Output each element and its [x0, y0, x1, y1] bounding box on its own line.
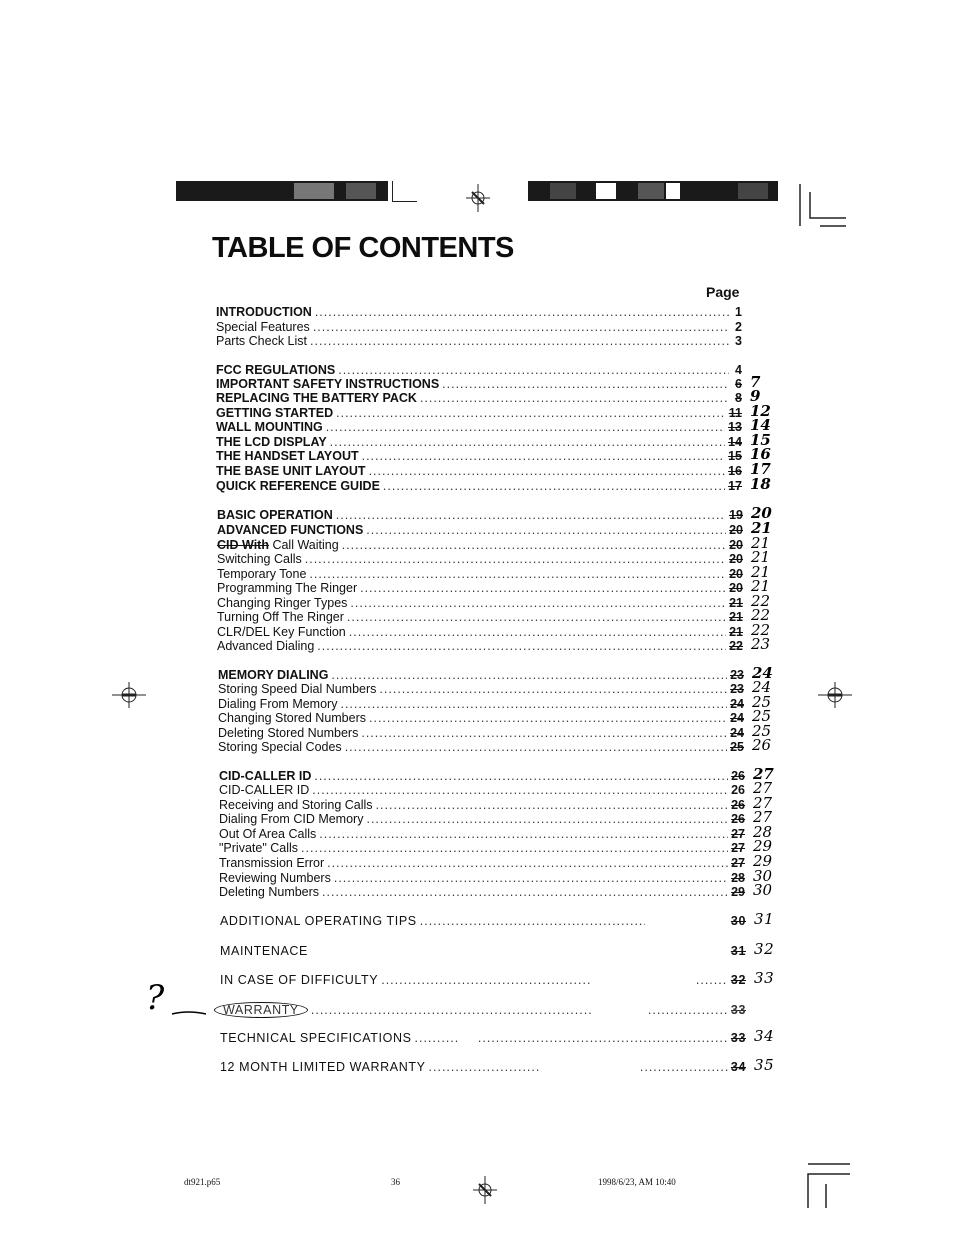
toc-page: 33 — [730, 1003, 746, 1017]
handwritten-page: 31 — [754, 910, 775, 928]
toc-label: 12 MONTH LIMITED WARRANTY — [220, 1060, 426, 1074]
handwritten-page: 35 — [754, 1056, 775, 1074]
handwritten-arrow-icon — [170, 1004, 210, 1020]
toc-entry — [218, 693, 772, 711]
toc-page: 27 — [731, 827, 745, 841]
footer-filename: dt921.p65 — [184, 1177, 221, 1187]
toc-entry — [216, 445, 771, 463]
handwritten-page: 17 — [750, 460, 771, 478]
toc-page: 20 — [729, 567, 743, 581]
toc-page: 3 — [735, 334, 742, 348]
toc-label: ADDITIONAL OPERATING TIPS — [220, 914, 417, 928]
handwritten-page: 25 — [752, 722, 772, 740]
toc-entry — [220, 1027, 775, 1045]
toc-page: 34 — [730, 1060, 746, 1074]
toc-entry — [219, 852, 773, 870]
toc-page: 11 — [728, 406, 742, 420]
toc-page: 30 — [730, 914, 746, 928]
registration-bar-right — [528, 181, 778, 201]
toc-label: Reviewing Numbers — [219, 871, 331, 885]
toc-page: 20 — [729, 581, 743, 595]
handwritten-page: 21 — [751, 519, 772, 537]
handwritten-page: 14 — [750, 416, 771, 434]
toc-entry — [220, 1056, 775, 1074]
toc-entry — [217, 519, 772, 537]
toc-page: 24 — [730, 726, 744, 740]
toc-label: Storing Speed Dial Numbers — [218, 682, 377, 696]
toc-entry — [217, 577, 771, 595]
toc-label: Parts Check List — [216, 334, 308, 348]
toc-label: Transmission Error — [219, 856, 325, 870]
toc-page: 20 — [729, 523, 743, 537]
page-title: TABLE OF CONTENTS — [212, 232, 514, 264]
toc-label: Programming The Ringer — [217, 581, 358, 595]
toc-page: 29 — [731, 885, 745, 899]
crop-mark-bottom-right-icon — [804, 1158, 854, 1210]
handwritten-question-mark: ? — [146, 978, 165, 1018]
handwritten-page: 27 — [753, 794, 773, 812]
registration-target-bottom-icon — [470, 1174, 500, 1206]
toc-entry — [216, 416, 771, 434]
toc-page: 32 — [730, 973, 746, 987]
registration-bar-left — [176, 181, 388, 201]
toc-label: MEMORY DIALING — [218, 668, 329, 682]
toc-entry — [216, 305, 742, 319]
toc-label: Receiving and Storing Calls — [219, 798, 373, 812]
handwritten-page: 21 — [751, 534, 771, 552]
toc-label: Storing Special Codes — [218, 740, 342, 754]
handwritten-page: 24 — [752, 664, 773, 682]
toc-entry — [217, 563, 771, 581]
toc-entry — [216, 363, 742, 377]
toc-label: Deleting Stored Numbers — [218, 726, 359, 740]
toc-page: 24 — [730, 711, 744, 725]
toc-label: TECHNICAL SPECIFICATIONS — [220, 1031, 412, 1045]
handwritten-page: 30 — [753, 881, 773, 899]
handwritten-page: 25 — [752, 707, 772, 725]
toc-label: ADVANCED FUNCTIONS — [217, 523, 364, 537]
handwritten-page: 33 — [754, 969, 775, 987]
handwritten-page: 24 — [752, 678, 772, 696]
toc-entry — [220, 969, 775, 987]
toc-entry — [217, 592, 771, 610]
toc-page: 27 — [731, 841, 745, 855]
toc-label: Dialing From Memory — [218, 697, 338, 711]
toc-entry — [218, 664, 773, 682]
toc-label: IN CASE OF DIFFICULTY — [220, 973, 379, 987]
toc-label: CID-CALLER ID — [219, 783, 310, 797]
registration-target-right-icon — [818, 680, 852, 710]
toc-label: THE HANDSET LAYOUT — [216, 449, 359, 463]
toc-page: 24 — [730, 697, 744, 711]
toc-page: 28 — [731, 871, 745, 885]
toc-label: MAINTENACE — [220, 944, 308, 958]
toc-entry — [217, 606, 771, 624]
toc-entry — [219, 823, 773, 841]
handwritten-page: 23 — [751, 635, 771, 653]
toc-label: Advanced Dialing — [217, 639, 315, 653]
toc-page: 26 — [731, 798, 745, 812]
toc-label: Temporary Tone — [217, 567, 307, 581]
toc-entry — [216, 387, 761, 405]
toc-label: WALL MOUNTING — [216, 420, 323, 434]
page-column-header: Page — [706, 284, 740, 300]
handwritten-page: 22 — [751, 606, 771, 624]
toc-page: 21 — [729, 610, 743, 624]
registration-tick — [392, 181, 417, 202]
toc-page: 23 — [730, 682, 744, 696]
handwritten-page: 27 — [753, 808, 773, 826]
toc-page: 26 — [731, 769, 745, 783]
toc-entry — [217, 548, 771, 566]
toc-entry — [218, 722, 772, 740]
toc-page: 17 — [728, 479, 742, 493]
toc-label: Out Of Area Calls — [219, 827, 317, 841]
handwritten-page: 28 — [753, 823, 773, 841]
toc-page: 8 — [735, 391, 742, 405]
toc-page: 1 — [735, 305, 742, 319]
toc-page: 13 — [728, 420, 742, 434]
toc-page: 19 — [729, 508, 743, 522]
toc-page: 20 — [729, 552, 743, 566]
handwritten-page: 22 — [751, 592, 771, 610]
toc-entry — [220, 1002, 746, 1018]
toc-entry — [219, 881, 773, 899]
registration-target-left-icon — [112, 680, 146, 710]
toc-entry — [216, 373, 761, 391]
toc-page: 22 — [729, 639, 743, 653]
footer-page-number: 36 — [391, 1177, 400, 1187]
toc-label: CID-CALLER ID — [219, 769, 312, 783]
toc-page: 14 — [728, 435, 742, 449]
toc-page: 2 — [735, 320, 742, 334]
toc-page: 21 — [729, 625, 743, 639]
toc-entry — [219, 765, 774, 783]
toc-entry — [217, 635, 771, 653]
toc-entry — [220, 940, 775, 958]
toc-label: "Private" Calls — [219, 841, 299, 855]
toc-entry — [219, 837, 773, 855]
toc-label: Dialing From CID Memory — [219, 812, 364, 826]
toc-page: 33 — [730, 1031, 746, 1045]
handwritten-page: 21 — [751, 548, 771, 566]
toc-label: THE LCD DISPLAY — [216, 435, 327, 449]
toc-page: 27 — [731, 856, 745, 870]
toc-label: GETTING STARTED — [216, 406, 334, 420]
toc-label: Call Waiting — [272, 538, 339, 552]
toc-entry — [219, 867, 773, 885]
handwritten-page: 18 — [750, 475, 771, 493]
toc-entry — [219, 808, 773, 826]
toc-label: FCC REGULATIONS — [216, 363, 336, 377]
toc-label: Deleting Numbers — [219, 885, 320, 899]
toc-label: Changing Ringer Types — [217, 596, 348, 610]
handwritten-page: 25 — [752, 693, 772, 711]
toc-page: 25 — [730, 740, 744, 754]
toc-entry — [217, 504, 772, 522]
toc-entry — [218, 736, 772, 754]
handwritten-page: 34 — [754, 1027, 775, 1045]
toc-entry — [218, 707, 772, 725]
toc-entry — [218, 678, 772, 696]
toc-page: 26 — [731, 812, 745, 826]
toc-label: Special Features — [216, 320, 310, 334]
handwritten-page: 20 — [751, 504, 772, 522]
toc-page: 15 — [728, 449, 742, 463]
handwritten-page: 21 — [751, 563, 771, 581]
toc-page: 16 — [728, 464, 742, 478]
toc-label-struck: CID With — [217, 538, 269, 552]
toc-page: 21 — [729, 596, 743, 610]
handwritten-page: 21 — [751, 577, 771, 595]
crop-mark-top-right-icon — [796, 182, 848, 232]
toc-entry — [219, 794, 773, 812]
handwritten-page: 29 — [753, 852, 773, 870]
toc-label: WARRANTY — [214, 1002, 308, 1018]
toc-page: 6 — [735, 377, 742, 391]
toc-label: REPLACING THE BATTERY PACK — [216, 391, 417, 405]
toc-page: 31 — [730, 944, 746, 958]
handwritten-page: 16 — [750, 445, 771, 463]
toc-entry — [217, 534, 771, 552]
toc-label: THE BASE UNIT LAYOUT — [216, 464, 366, 478]
toc-label: INTRODUCTION — [216, 305, 312, 319]
handwritten-page: 30 — [753, 867, 773, 885]
handwritten-page: 27 — [753, 779, 773, 797]
handwritten-page: 29 — [753, 837, 773, 855]
toc-label: CLR/DEL Key Function — [217, 625, 346, 639]
handwritten-page: 27 — [753, 765, 774, 783]
toc-entry — [217, 621, 771, 639]
handwritten-page: 26 — [752, 736, 772, 754]
toc-label: IMPORTANT SAFETY INSTRUCTIONS — [216, 377, 440, 391]
toc-page: 4 — [735, 363, 742, 377]
toc-label: Turning Off The Ringer — [217, 610, 344, 624]
toc-entry — [216, 460, 771, 478]
handwritten-page: 7 — [750, 373, 761, 391]
toc-page: 26 — [731, 783, 745, 797]
handwritten-page: 15 — [750, 431, 771, 449]
toc-page: 20 — [729, 538, 743, 552]
footer-timestamp: 1998/6/23, AM 10:40 — [598, 1177, 676, 1187]
handwritten-page: 12 — [750, 402, 771, 420]
handwritten-page: 22 — [751, 621, 771, 639]
toc-label: BASIC OPERATION — [217, 508, 333, 522]
toc-entry — [219, 779, 773, 797]
toc-entry — [216, 431, 771, 449]
toc-label: Switching Calls — [217, 552, 302, 566]
toc-page: 23 — [730, 668, 744, 682]
handwritten-page: 9 — [750, 387, 761, 405]
toc-label: QUICK REFERENCE GUIDE — [216, 479, 380, 493]
toc-entry — [216, 334, 742, 348]
registration-target-top-icon — [464, 182, 492, 214]
toc-entry — [216, 475, 771, 493]
toc-entry — [220, 910, 775, 928]
handwritten-page: 32 — [754, 940, 775, 958]
toc-entry — [216, 402, 771, 420]
toc-label: Changing Stored Numbers — [218, 711, 366, 725]
toc-entry — [216, 320, 742, 334]
